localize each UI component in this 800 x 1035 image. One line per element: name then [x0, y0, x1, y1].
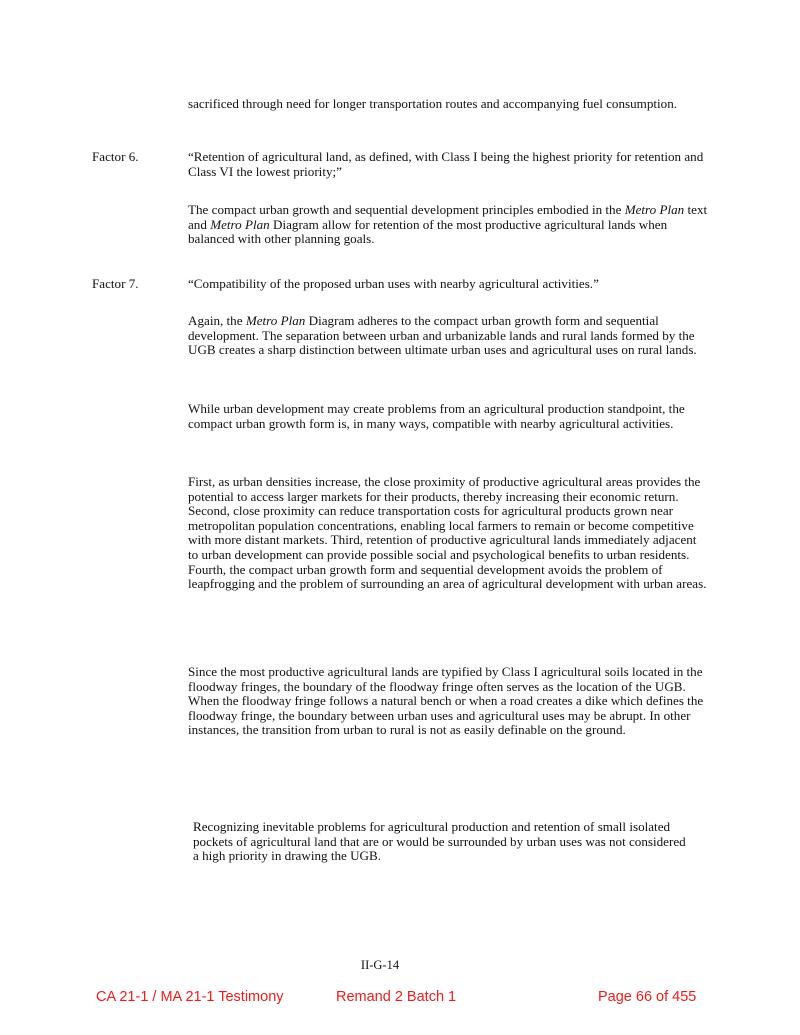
text-run: Again, the — [188, 313, 246, 328]
factor-7-paragraph-1 — [188, 314, 708, 358]
page-number: II-G-14 — [360, 958, 400, 972]
factor-7-paragraph-5: Recognizing inevitable problems for agricultural production and retention of small isolated pockets of agricultural land that are or would be surrounded by urban uses was not considered a high priority in drawing the UGB. — [193, 819, 686, 864]
metro-plan-italic: Metro Plan — [624, 202, 685, 217]
factor-6-discussion — [188, 203, 708, 247]
factor-7-paragraph-4: Since the most productive agricultural lands are typified by Class I agricultural soils located in the floodway fringes, the boundary of the floodway fringe often serves as the location of the UGB. When the floodway fringe follows a natural bench or when a road creates a dike which defines the floodway fringe, the boundary between urban uses and agricultural uses may be abrupt. In other instances, the transition from urban to rural is not as easily definable on the ground. — [188, 664, 704, 738]
text-run: text and — [188, 202, 708, 232]
factor-7-paragraph-2: While urban development may create problems from an agricultural production standpoint, the compact urban growth form is, in many ways, compatible with nearby agricultural activities. — [188, 401, 685, 431]
text-run: The compact urban growth and sequential development principles embodied in the — [188, 202, 625, 217]
factor-7-paragraph-3: First, as urban densities increase, the close proximity of productive agricultural areas provides the potential to access larger markets for their products, thereby increasing their economic return. Second, close proximity can reduce transportation costs for agricultural products grown near metropolitan population concentrations, enabling local farmers to remain or become competitive with more distant markets. Third, retention of productive agricultural lands immediately adjacent to urban development can provide possible social and psychological benefits to urban residents. Fourth, the compact urban growth form and sequential development avoids the problem of leapfrogging and the problem of surrounding an area of agricultural development with urban areas. — [188, 474, 707, 592]
footer-testimony-label: CA 21-1 / MA 21-1 Testimony — [96, 989, 284, 1005]
text-run: Diagram adheres to the compact urban growth form and sequential development. The separation between urban and urbanizable lands and rural lands formed by the UGB creates a sharp distinction between ultimate urban uses and agricultural uses on rural lands. — [188, 313, 697, 358]
factor-6-label: Factor 6. — [92, 149, 139, 164]
metro-plan-italic: Metro Plan — [210, 216, 270, 232]
metro-plan-italic: Metro Plan — [245, 313, 306, 328]
factor-6-quote: “Retention of agricultural land, as defined, with Class I being the highest priority for retention and Class VI the lowest priority;” — [188, 149, 704, 179]
text-run: Diagram allow for retention of the most productive agricultural lands when balanced with other planning goals. — [188, 216, 668, 247]
footer-page-count: Page 66 of 455 — [598, 989, 697, 1005]
factor-7-quote: “Compatibility of the proposed urban uses with nearby agricultural activities.” — [188, 276, 599, 291]
factor-7-label: Factor 7. — [92, 276, 139, 291]
footer-batch-label: Remand 2 Batch 1 — [336, 989, 457, 1005]
paragraph-continuation: sacrificed through need for longer transportation routes and accompanying fuel consumption. — [188, 96, 678, 111]
